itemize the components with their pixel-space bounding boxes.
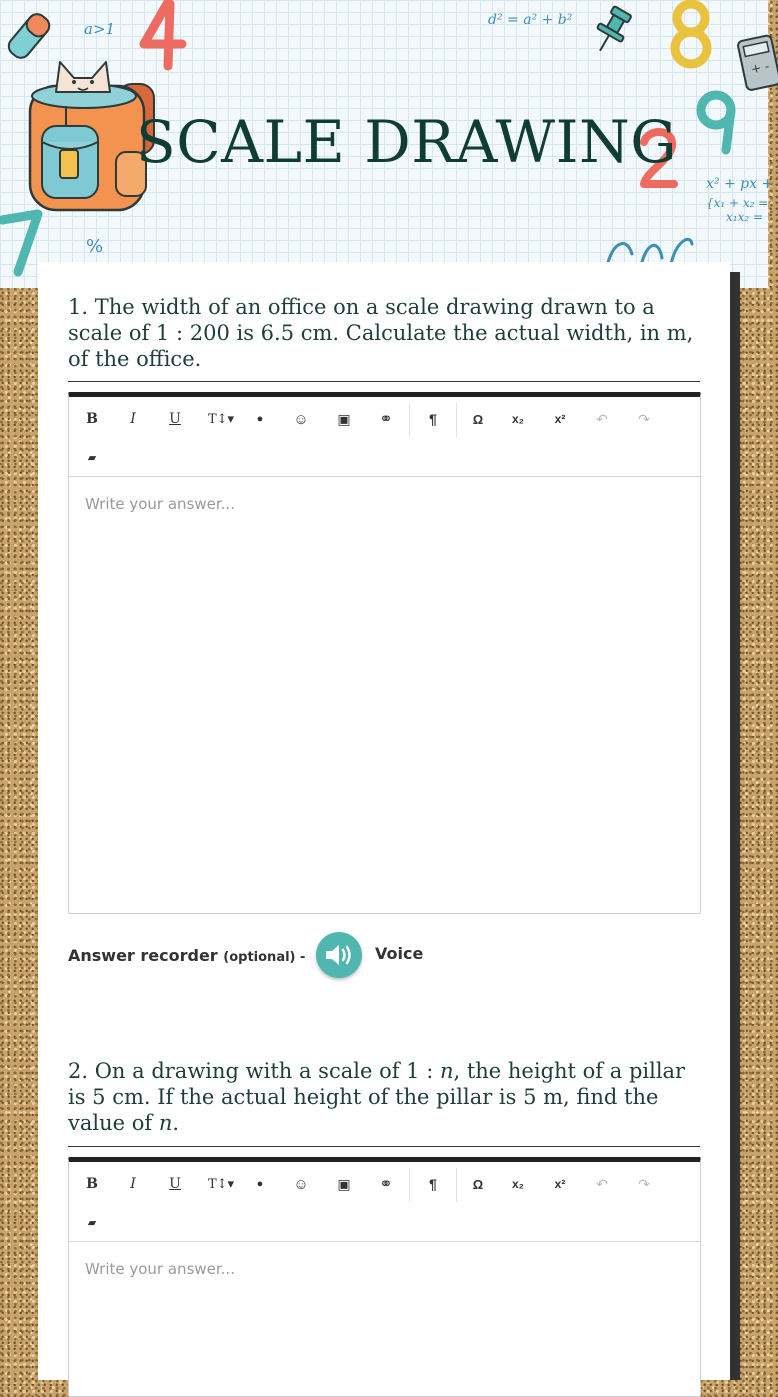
question-1-divider [68,381,700,382]
percent-doodle: % [86,236,104,257]
answer-recorder [68,932,468,980]
bold-button[interactable]: B [86,411,98,427]
number-eight-doodle-icon [664,0,718,70]
toolbar-separator [456,1168,457,1202]
recorder-optional-note: (optional) - [223,950,306,965]
clear-formatting-icon[interactable]: ▰ [87,451,97,464]
question-1-text: 1. The width of an office on a scale drawing drawn to a scale of 1 : 200 is 6.5 cm. Calculate the actual width, in m, of the office. [68,295,694,371]
answer-editor-2 [68,1157,701,1397]
undo-icon[interactable]: ↶ [596,410,608,427]
answer-input-2[interactable] [69,1242,700,1397]
superscript-icon[interactable]: x² [554,1177,566,1191]
question-2-text-part: , the height of a pillar is 5 cm. If the actual height of the pillar is 5 m, find the value of [68,1059,686,1135]
redo-icon[interactable]: ↷ [638,1175,650,1192]
emoji-icon[interactable]: ☺ [293,1175,309,1193]
italic-button[interactable]: I [130,1176,136,1192]
toolbar-separator [456,403,457,437]
answer-recorder-label [68,946,305,965]
svg-text:+ -: + - [749,58,771,77]
toolbar-separator [409,403,410,437]
insert-link-icon[interactable]: ⚭ [379,1176,393,1193]
italic-button[interactable]: I [130,411,136,427]
answer-placeholder-2: Write your answer... [85,1260,235,1278]
answer-editor-1 [68,392,701,914]
special-character-icon[interactable]: Ω [472,1176,484,1192]
redo-icon[interactable]: ↷ [638,410,650,427]
worksheet-header [0,0,774,288]
quadratic-doodle-1: x² + px + [706,176,774,192]
worksheet-sheet [38,262,730,1380]
bold-button[interactable]: B [86,1176,98,1192]
superscript-icon[interactable]: x² [554,412,566,426]
emoji-icon[interactable]: ☺ [293,410,309,428]
special-character-icon[interactable]: Ω [472,411,484,427]
editor-toolbar-1 [69,397,700,477]
pythagoras-doodle: d² = a² + b² [488,12,573,28]
voice-record-button[interactable] [316,932,362,978]
subscript-icon[interactable]: x₂ [511,412,524,426]
variable-n: n [158,1111,173,1135]
inequality-doodle: a>1 [84,20,116,38]
insert-image-icon[interactable]: ▣ [337,1175,351,1192]
insert-image-icon[interactable]: ▣ [337,410,351,427]
recorder-title: Answer recorder [68,946,218,965]
underline-button[interactable]: U [169,1176,181,1192]
underline-button[interactable]: U [169,411,181,427]
question-2-divider [68,1146,700,1147]
question-2-text-part: . [172,1111,180,1135]
text-color-icon[interactable]: ● [256,413,264,425]
page-title: SCALE DRAWING [136,108,678,176]
pushpin-doodle-icon [592,4,632,56]
text-color-icon[interactable]: ● [256,1178,264,1190]
text-size-dropdown[interactable]: T↕▾ [207,1176,235,1192]
voice-label: Voice [375,944,424,963]
quadratic-doodle-3: x₁x₂ = [726,210,764,224]
undo-icon[interactable]: ↶ [596,1175,608,1192]
speaker-icon [324,942,354,968]
eraser-doodle-icon [6,10,52,62]
subscript-icon[interactable]: x₂ [511,1177,524,1191]
number-nine-doodle-icon [690,88,744,158]
question-2-text-part: 2. On a drawing with a scale of 1 : [68,1059,440,1083]
question-2-text [68,1058,700,1136]
editor-toolbar-2 [69,1162,700,1242]
insert-link-icon[interactable]: ⚭ [379,411,393,428]
answer-input-1[interactable] [69,477,700,914]
page-scroll-edge [730,272,740,1380]
variable-n: n [439,1059,454,1083]
paragraph-direction-icon[interactable]: ¶ [429,411,437,427]
calculator-doodle-icon [738,34,778,92]
paragraph-direction-icon[interactable]: ¶ [429,1176,437,1192]
quadratic-doodle-2: {x₁ + x₂ = [706,196,769,210]
answer-placeholder-1: Write your answer... [85,495,235,513]
toolbar-separator [409,1168,410,1202]
text-size-dropdown[interactable]: T↕▾ [207,411,235,427]
clear-formatting-icon[interactable]: ▰ [87,1216,97,1229]
